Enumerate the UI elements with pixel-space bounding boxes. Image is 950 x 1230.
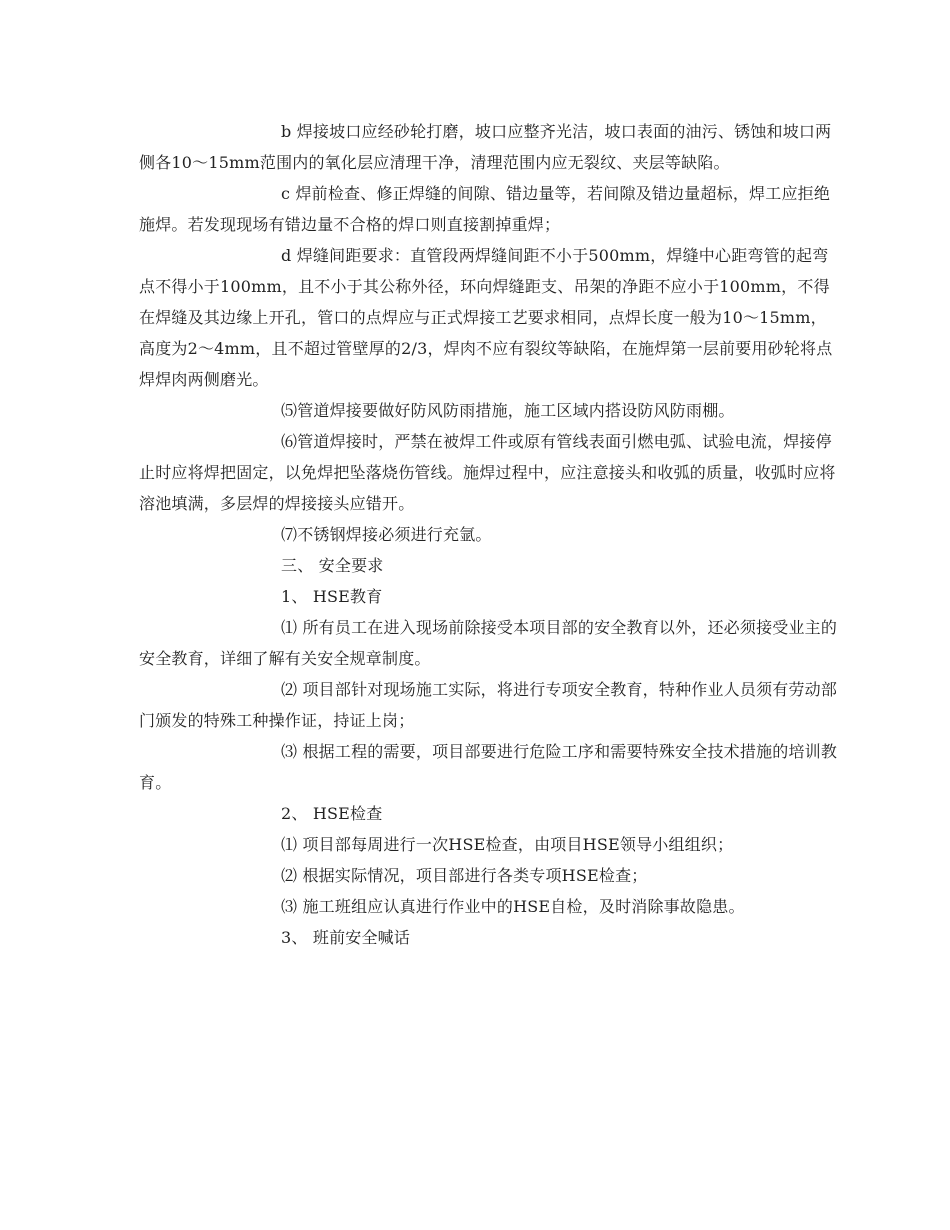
paragraph-pre-weld-check-c: c 焊前检查、修正焊缝的间隙、错边量等，若间隙及错边量超标，焊工应拒绝施焊。若发现现场有错边量不合格的焊口则直接割掉重焊； <box>139 184 831 234</box>
paragraph-hse-education-1: ⑴ 所有员工在进入现场前除接受本项目部的安全教育以外，还必须接受业主的安全教育，详细了解有关安全规章制度。 <box>139 618 838 668</box>
paragraph-wind-rain-protection: ⑸管道焊接要做好防风防雨措施，施工区域内搭设防风防雨棚。 <box>281 401 735 420</box>
paragraph-hse-inspection-1: ⑴ 项目部每周进行一次HSE检查，由项目HSE领导小组组织； <box>281 835 734 854</box>
paragraph-hse-education-3: ⑶ 根据工程的需要，项目部要进行危险工序和需要特殊安全技术措施的培训教育。 <box>139 742 838 792</box>
paragraph-hse-education-2: ⑵ 项目部针对现场施工实际，将进行专项安全教育，特种作业人员须有劳动部门颁发的特殊工种操作证，持证上岗； <box>139 680 838 730</box>
paragraph-weld-spacing-d: d 焊缝间距要求：直管段两焊缝间距不小于500mm，焊缝中心距弯管的起弯点不得小于100mm，且不小于其公称外径，环向焊缝距支、吊架的净距不应小于100mm，不得在焊缝及其边缘上开孔，管口的点焊应与正式焊接工艺要求相同，点焊长度一般为10～15mm，高度为2～4mm，且不超过管壁厚的2/3，焊肉不应有裂纹等缺陷，在施焊第一层前要用砂轮将点焊焊肉两侧磨光。 <box>139 246 833 389</box>
paragraph-stainless-argon: ⑺不锈钢焊接必须进行充氩。 <box>281 525 492 544</box>
paragraph-arc-strike-prohibition: ⑹管道焊接时，严禁在被焊工件或原有管线表面引燃电弧、试验电流，焊接停止时应将焊把固定，以免焊把坠落烧伤管线。施焊过程中，应注意接头和收弧的质量，收弧时应将溶池填满，多层焊的焊接接头应错开。 <box>139 432 836 513</box>
section-heading-safety-requirements: 三、 安全要求 <box>281 556 384 575</box>
paragraph-weld-groove-b: b 焊接坡口应经砂轮打磨，坡口应整齐光洁，坡口表面的油污、锈蚀和坡口两侧各10～15mm范围内的氧化层应清理干净，清理范围内应无裂纹、夹层等缺陷。 <box>139 122 832 172</box>
paragraph-hse-inspection-3: ⑶ 施工班组应认真进行作业中的HSE自检，及时消除事故隐患。 <box>281 897 745 916</box>
paragraph-hse-inspection-2: ⑵ 根据实际情况，项目部进行各类专项HSE检查； <box>281 866 648 885</box>
subheading-hse-inspection: 2、 HSE检查 <box>281 804 383 823</box>
subheading-pre-shift-safety-talk: 3、 班前安全喊话 <box>281 928 411 947</box>
subheading-hse-education: 1、 HSE教育 <box>281 587 383 606</box>
document-body <box>139 116 839 953</box>
